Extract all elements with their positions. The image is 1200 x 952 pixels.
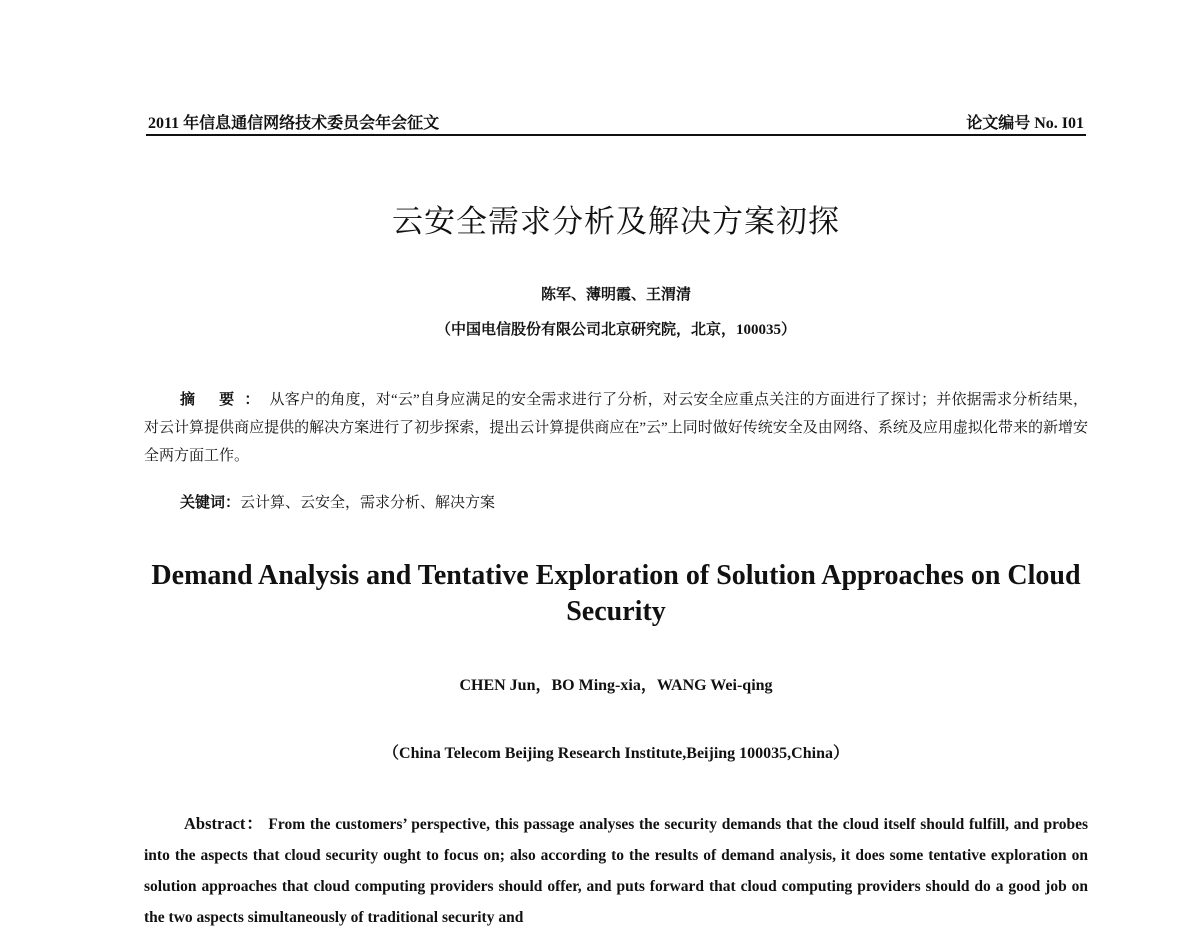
chinese-abstract (144, 386, 1088, 470)
english-abstract (144, 808, 1088, 933)
chinese-abstract-label: 摘 要： (180, 392, 270, 408)
chinese-keywords-text: 云计算、云安全，需求分析、解决方案 (240, 495, 496, 511)
chinese-title: 云安全需求分析及解决方案初探 (392, 204, 840, 240)
chinese-keywords-label: 关键词： (180, 495, 241, 511)
chinese-affiliation: （中国电信股份有限公司北京研究院，北京，100035） (435, 322, 796, 338)
header-paper-number: 论文编号 No. I01 (966, 115, 1084, 132)
english-title: Demand Analysis and Tentative Exploration of Solution Approaches on Cloud Security (151, 560, 1081, 627)
english-authors: CHEN Jun，BO Ming-xia，WANG Wei-qing (459, 677, 773, 694)
english-affiliation: （China Telecom Beijing Research Institute,Beijing 100035,China） (383, 745, 849, 762)
chinese-abstract-text: 从客户的角度，对“云”自身应满足的安全需求进行了分析，对云安全应重点关注的方面进行了探讨；并依据需求分析结果，对云计算提供商应提供的解决方案进行了初步探索，提出云计算提供商应在”云”上同时做好传统安全及由网络、系统及应用虚拟化带来的新增安全两方面工作。 (144, 392, 1088, 464)
chinese-keywords (180, 491, 495, 512)
chinese-authors: 陈军、薄明霞、王渭清 (540, 287, 691, 303)
running-header (146, 108, 1086, 136)
header-conference: 2011 年信息通信网络技术委员会年会征文 (148, 115, 440, 132)
english-abstract-text: From the customers’ perspective, this passage analyses the security demands that the cloud itself should fulfill, and probes into the aspects that cloud security ought to focus on; also according to the results of demand analysis, it does some tentative exploration on solution approaches that cloud computing providers should offer, and puts forward that cloud computing providers should do a good job on the two aspects simultaneously of traditional security and (144, 816, 1088, 926)
english-abstract-label: Abstract： (184, 814, 264, 833)
